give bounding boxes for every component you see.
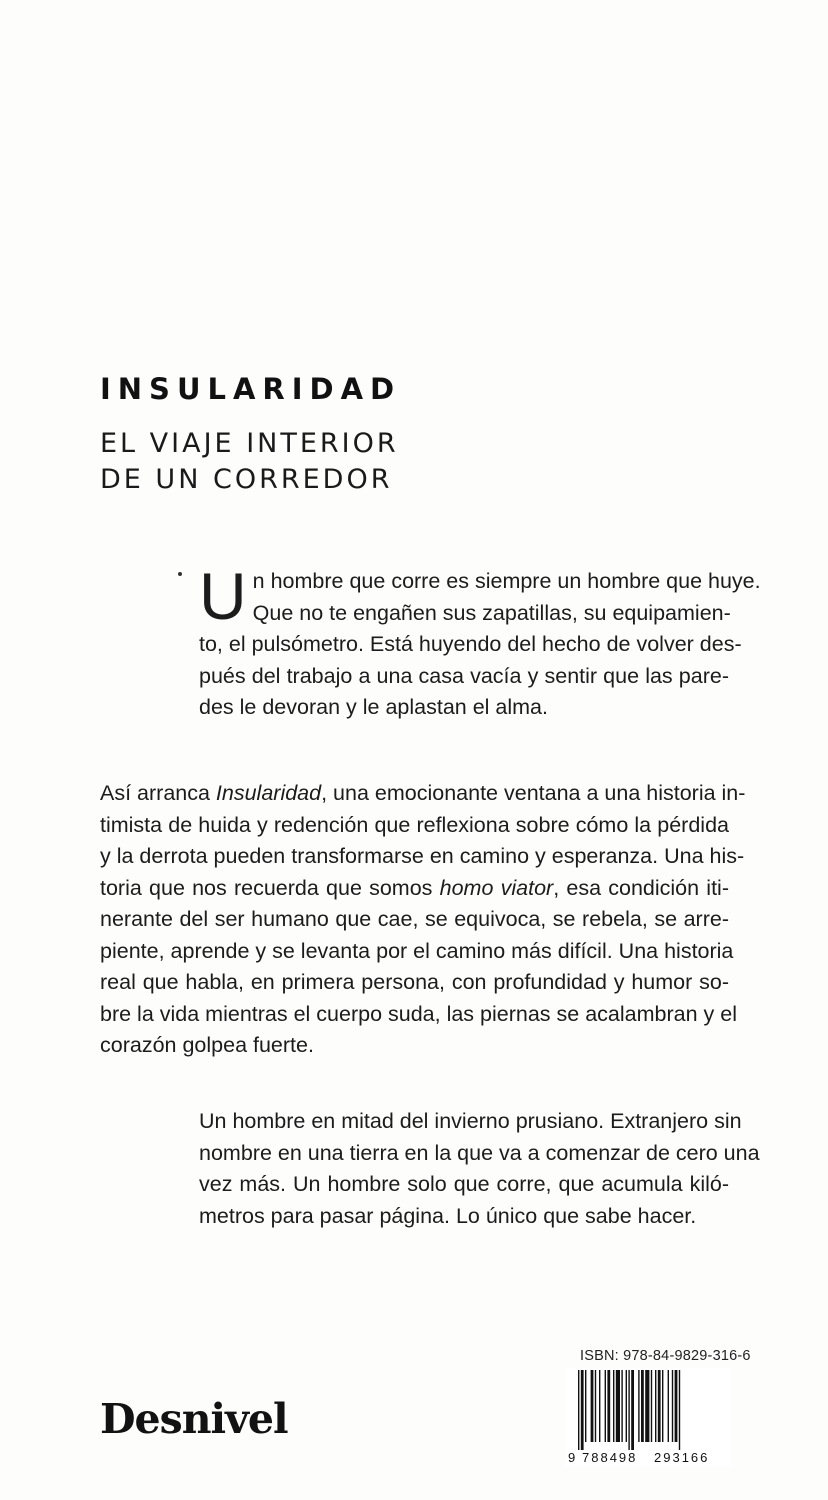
text-run: , esa condición iti- — [553, 875, 729, 900]
barcode-bar — [581, 1370, 584, 1450]
synopsis-line: bre la vida mientras el cuerpo suda, las piernas se acalambran y el — [100, 1001, 737, 1026]
text-run: Así arranca — [100, 781, 216, 805]
barcode-bar — [621, 1370, 622, 1442]
subtitle-line: DE UN CORREDOR — [100, 464, 393, 495]
closing-line: vez más. Un hombre solo que corre, que acumula kiló- — [199, 1172, 729, 1196]
text-run: toria que nos recuerda que somos — [100, 875, 440, 900]
closing-paragraph — [199, 1106, 760, 1232]
barcode-bar — [599, 1370, 600, 1442]
barcode-bar — [578, 1370, 579, 1450]
barcode-bar — [651, 1370, 652, 1442]
barcode-left-digits: 788498 — [582, 1450, 638, 1465]
barcode-bar — [672, 1370, 673, 1442]
quote-line: to, el pulsómetro. Está huyendo del hecho de volver des- — [199, 632, 742, 656]
barcode-bar — [628, 1370, 629, 1450]
publisher-logo: Desnivel — [100, 1395, 288, 1443]
barcode-bar — [613, 1370, 614, 1442]
barcode-bar — [607, 1370, 610, 1442]
synopsis-line: nerante del ser humano que cae, se equivoca, se rebela, se arre- — [100, 907, 729, 931]
closing-line: metros para pasar página. Lo único que sabe hacer. — [199, 1203, 697, 1228]
synopsis-line: real que habla, en primera persona, con profundidad y humor so- — [100, 970, 729, 994]
synopsis-line: corazón golpea fuerte. — [100, 1033, 314, 1057]
barcode-bar — [626, 1370, 627, 1442]
drop-cap: U — [199, 559, 247, 633]
barcode-bar — [675, 1370, 678, 1442]
isbn-barcode — [566, 1368, 731, 1466]
book-title: INSULARIDAD — [100, 372, 402, 406]
isbn-label: ISBN: 978-84-9829-316-6 — [580, 1348, 751, 1364]
barcode-bar — [668, 1370, 669, 1442]
synopsis-line — [100, 873, 729, 905]
barcode-bar — [679, 1370, 680, 1450]
synopsis-line: y la derrota pueden transformarse en camino y esperanza. Una his- — [100, 844, 745, 868]
book-subtitle — [100, 426, 399, 498]
ornament-dot — [178, 572, 182, 576]
subtitle-line: EL VIAJE INTERIOR — [100, 428, 399, 459]
barcode-bar — [658, 1370, 661, 1442]
barcode-bar — [585, 1370, 586, 1442]
barcode-bar — [641, 1370, 644, 1442]
barcode-bar — [605, 1370, 606, 1442]
synopsis-line: timista de huida y redención que reflexiona sobre cómo la pérdida — [100, 812, 729, 837]
quote-line: Que no te engañen sus zapatillas, su equipamien- — [252, 600, 731, 625]
barcode-bar — [662, 1370, 663, 1442]
barcode-right-digits: 293166 — [654, 1450, 710, 1465]
text-run: , una emocionante ventana a una historia in- — [321, 781, 746, 805]
quote-line: n hombre que corre es siempre un hombre que huye. — [252, 569, 761, 593]
barcode-bar — [595, 1370, 596, 1442]
barcode-bar — [616, 1370, 620, 1442]
quote-line: des le devoran y le aplastan el alma. — [199, 695, 548, 719]
opening-quote — [199, 559, 761, 724]
synopsis-line: piente, aprende y se levanta por el camino más difícil. Una historia — [100, 938, 734, 963]
closing-line: nombre en una tierra en la que va a comenzar de cero una — [199, 1140, 760, 1165]
barcode-bar — [631, 1370, 634, 1450]
barcode-bar — [655, 1370, 656, 1442]
closing-line: Un hombre en mitad del invierno prusiano. Extranjero sin — [199, 1109, 742, 1133]
barcode-lead-digit: 9 — [568, 1450, 576, 1465]
italic-title: Insularidad — [215, 781, 322, 805]
synopsis-paragraph — [100, 778, 746, 1062]
barcode-bar — [645, 1370, 649, 1442]
barcode-bar — [591, 1370, 594, 1442]
quote-line: pués del trabajo a una casa vacía y sentir que las pare- — [199, 663, 729, 688]
barcode-bar — [638, 1370, 639, 1442]
synopsis-line — [100, 778, 746, 810]
italic-term: homo viator — [439, 875, 554, 900]
